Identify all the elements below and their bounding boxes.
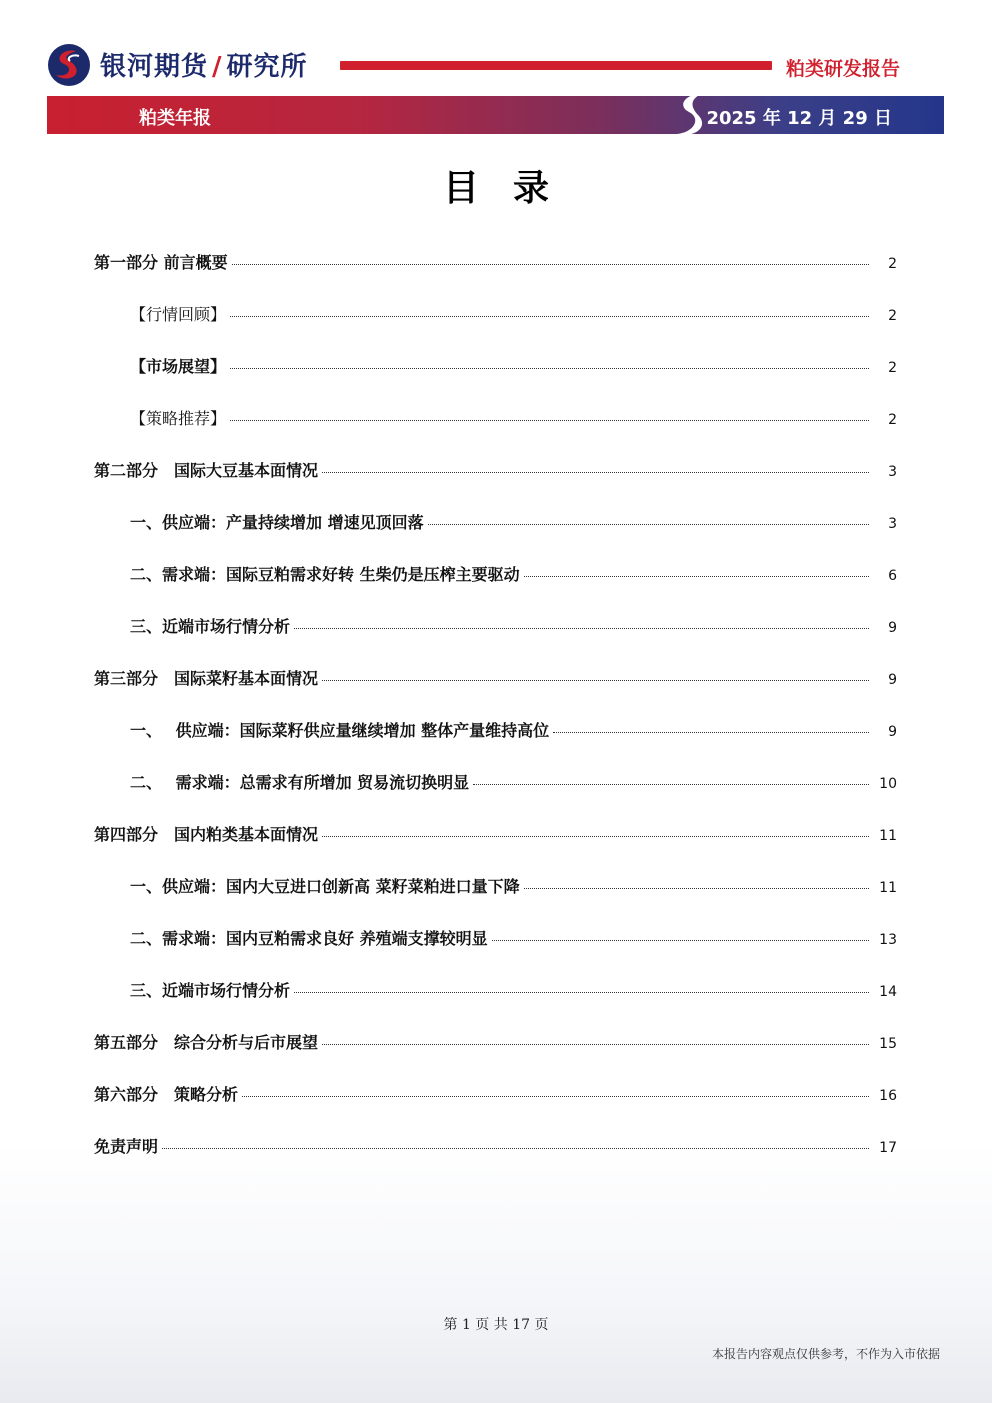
toc-entry-label: 第一部分 前言概要: [94, 253, 228, 272]
toc-leader-dots: [294, 991, 869, 993]
toc-entry[interactable]: [130, 874, 897, 898]
toc-entry[interactable]: [130, 926, 897, 950]
header-red-rule: [340, 61, 772, 70]
toc-entry-page: 9: [888, 620, 897, 636]
page-number: 第 1 页 共 17 页: [443, 1317, 549, 1333]
toc-entry[interactable]: [94, 1134, 897, 1158]
toc-entry-label: 一、供应端：国内大豆进口创新高 菜籽菜粕进口量下降: [130, 877, 520, 896]
toc-entry[interactable]: [130, 510, 897, 534]
toc-entry-label: 免责声明: [94, 1137, 159, 1156]
toc-entry[interactable]: [130, 562, 897, 586]
toc-entry-label: 一、供应端：产量持续增加 增速见顶回落: [130, 513, 424, 532]
toc-entry[interactable]: [130, 718, 897, 742]
toc-leader-dots: [428, 523, 869, 525]
toc-entry[interactable]: [130, 302, 897, 326]
toc-entry[interactable]: [94, 458, 897, 482]
toc-entry-page: 6: [888, 568, 897, 584]
report-type-label: 粕类研发报告: [786, 58, 901, 80]
toc-entry-page: 3: [888, 464, 897, 480]
toc-leader-dots: [230, 419, 869, 421]
toc-leader-dots: [232, 263, 869, 265]
toc-title: 目录: [442, 168, 583, 209]
toc-entry[interactable]: [94, 1082, 897, 1106]
toc-entry-label: 第三部分 国际菜籽基本面情况: [94, 669, 319, 688]
toc-entry-page: 2: [888, 360, 897, 376]
toc-leader-dots: [162, 1147, 869, 1149]
brand-company: 银河期货: [100, 52, 209, 82]
banner-report-name: 粕类年报: [139, 108, 211, 129]
toc-entry-label: 第四部分 国内粕类基本面情况: [94, 825, 319, 844]
toc-leader-dots: [322, 471, 869, 473]
toc-leader-dots: [230, 315, 869, 317]
toc-entry-label: 【市场展望】: [130, 357, 227, 376]
brand-slash: /: [212, 52, 223, 82]
toc-entry-page: 15: [879, 1036, 897, 1052]
toc-entry[interactable]: [94, 1030, 897, 1054]
report-header: [0, 0, 992, 140]
toc-leader-dots: [294, 627, 869, 629]
swoosh-icon: [671, 92, 711, 138]
toc-entry[interactable]: [94, 250, 897, 274]
toc-entry[interactable]: [130, 978, 897, 1002]
brand-name: [100, 46, 308, 83]
toc-leader-dots: [230, 367, 869, 369]
toc-entry-page: 10: [879, 776, 897, 792]
toc-entry-label: 【策略推荐】: [130, 409, 227, 428]
toc-leader-dots: [322, 679, 869, 681]
toc-entry[interactable]: [130, 406, 897, 430]
banner-report-date: 2025 年 12 月 29 日: [706, 108, 892, 129]
toc-entry-label: 二、 需求端：总需求有所增加 贸易流切换明显: [130, 773, 470, 792]
toc-leader-dots: [492, 939, 869, 941]
toc-leader-dots: [524, 887, 869, 889]
toc-entry-page: 11: [879, 880, 897, 896]
toc-leader-dots: [322, 1043, 869, 1045]
toc-entry[interactable]: [94, 822, 897, 846]
toc-entry-label: 三、近端市场行情分析: [130, 617, 291, 636]
toc-entry-label: 第五部分 综合分析与后市展望: [94, 1033, 319, 1052]
toc-entry-page: 2: [888, 308, 897, 324]
toc-leader-dots: [322, 835, 869, 837]
toc-leader-dots: [524, 575, 869, 577]
header-banner: [47, 96, 944, 134]
toc-entry-page: 3: [888, 516, 897, 532]
toc-entry[interactable]: [94, 666, 897, 690]
toc-entry-page: 2: [888, 256, 897, 272]
brand-department: 研究所: [226, 52, 308, 82]
toc-entry[interactable]: [130, 770, 897, 794]
toc-entry-page: 9: [888, 724, 897, 740]
toc-entry[interactable]: [130, 354, 897, 378]
toc-entry-label: 一、 供应端：国际菜籽供应量继续增加 整体产量维持高位: [130, 721, 550, 740]
toc-entry-label: 第六部分 策略分析: [94, 1085, 239, 1104]
toc-entry-page: 9: [888, 672, 897, 688]
footer-disclaimer: 本报告内容观点仅供参考，不作为入市依据: [711, 1347, 940, 1361]
toc-leader-dots: [553, 731, 869, 733]
toc-entry-page: 16: [879, 1088, 897, 1104]
toc-entry-label: 二、需求端：国内豆粕需求良好 养殖端支撑较明显: [130, 929, 488, 948]
toc-entry-label: 【行情回顾】: [130, 305, 227, 324]
toc-entry[interactable]: [130, 614, 897, 638]
toc-entry-label: 三、近端市场行情分析: [130, 981, 291, 1000]
toc-entry-page: 11: [879, 828, 897, 844]
toc-leader-dots: [242, 1095, 869, 1097]
toc-entry-page: 2: [888, 412, 897, 428]
page-background-fade: [0, 1143, 992, 1403]
toc-entry-page: 17: [879, 1140, 897, 1156]
galaxy-logo-icon: [46, 42, 92, 88]
toc-entry-label: 二、需求端：国际豆粕需求好转 生柴仍是压榨主要驱动: [130, 565, 520, 584]
toc-entry-page: 14: [879, 984, 897, 1000]
toc-leader-dots: [473, 783, 869, 785]
toc-entry-label: 第二部分 国际大豆基本面情况: [94, 461, 319, 480]
toc-entry-page: 13: [879, 932, 897, 948]
